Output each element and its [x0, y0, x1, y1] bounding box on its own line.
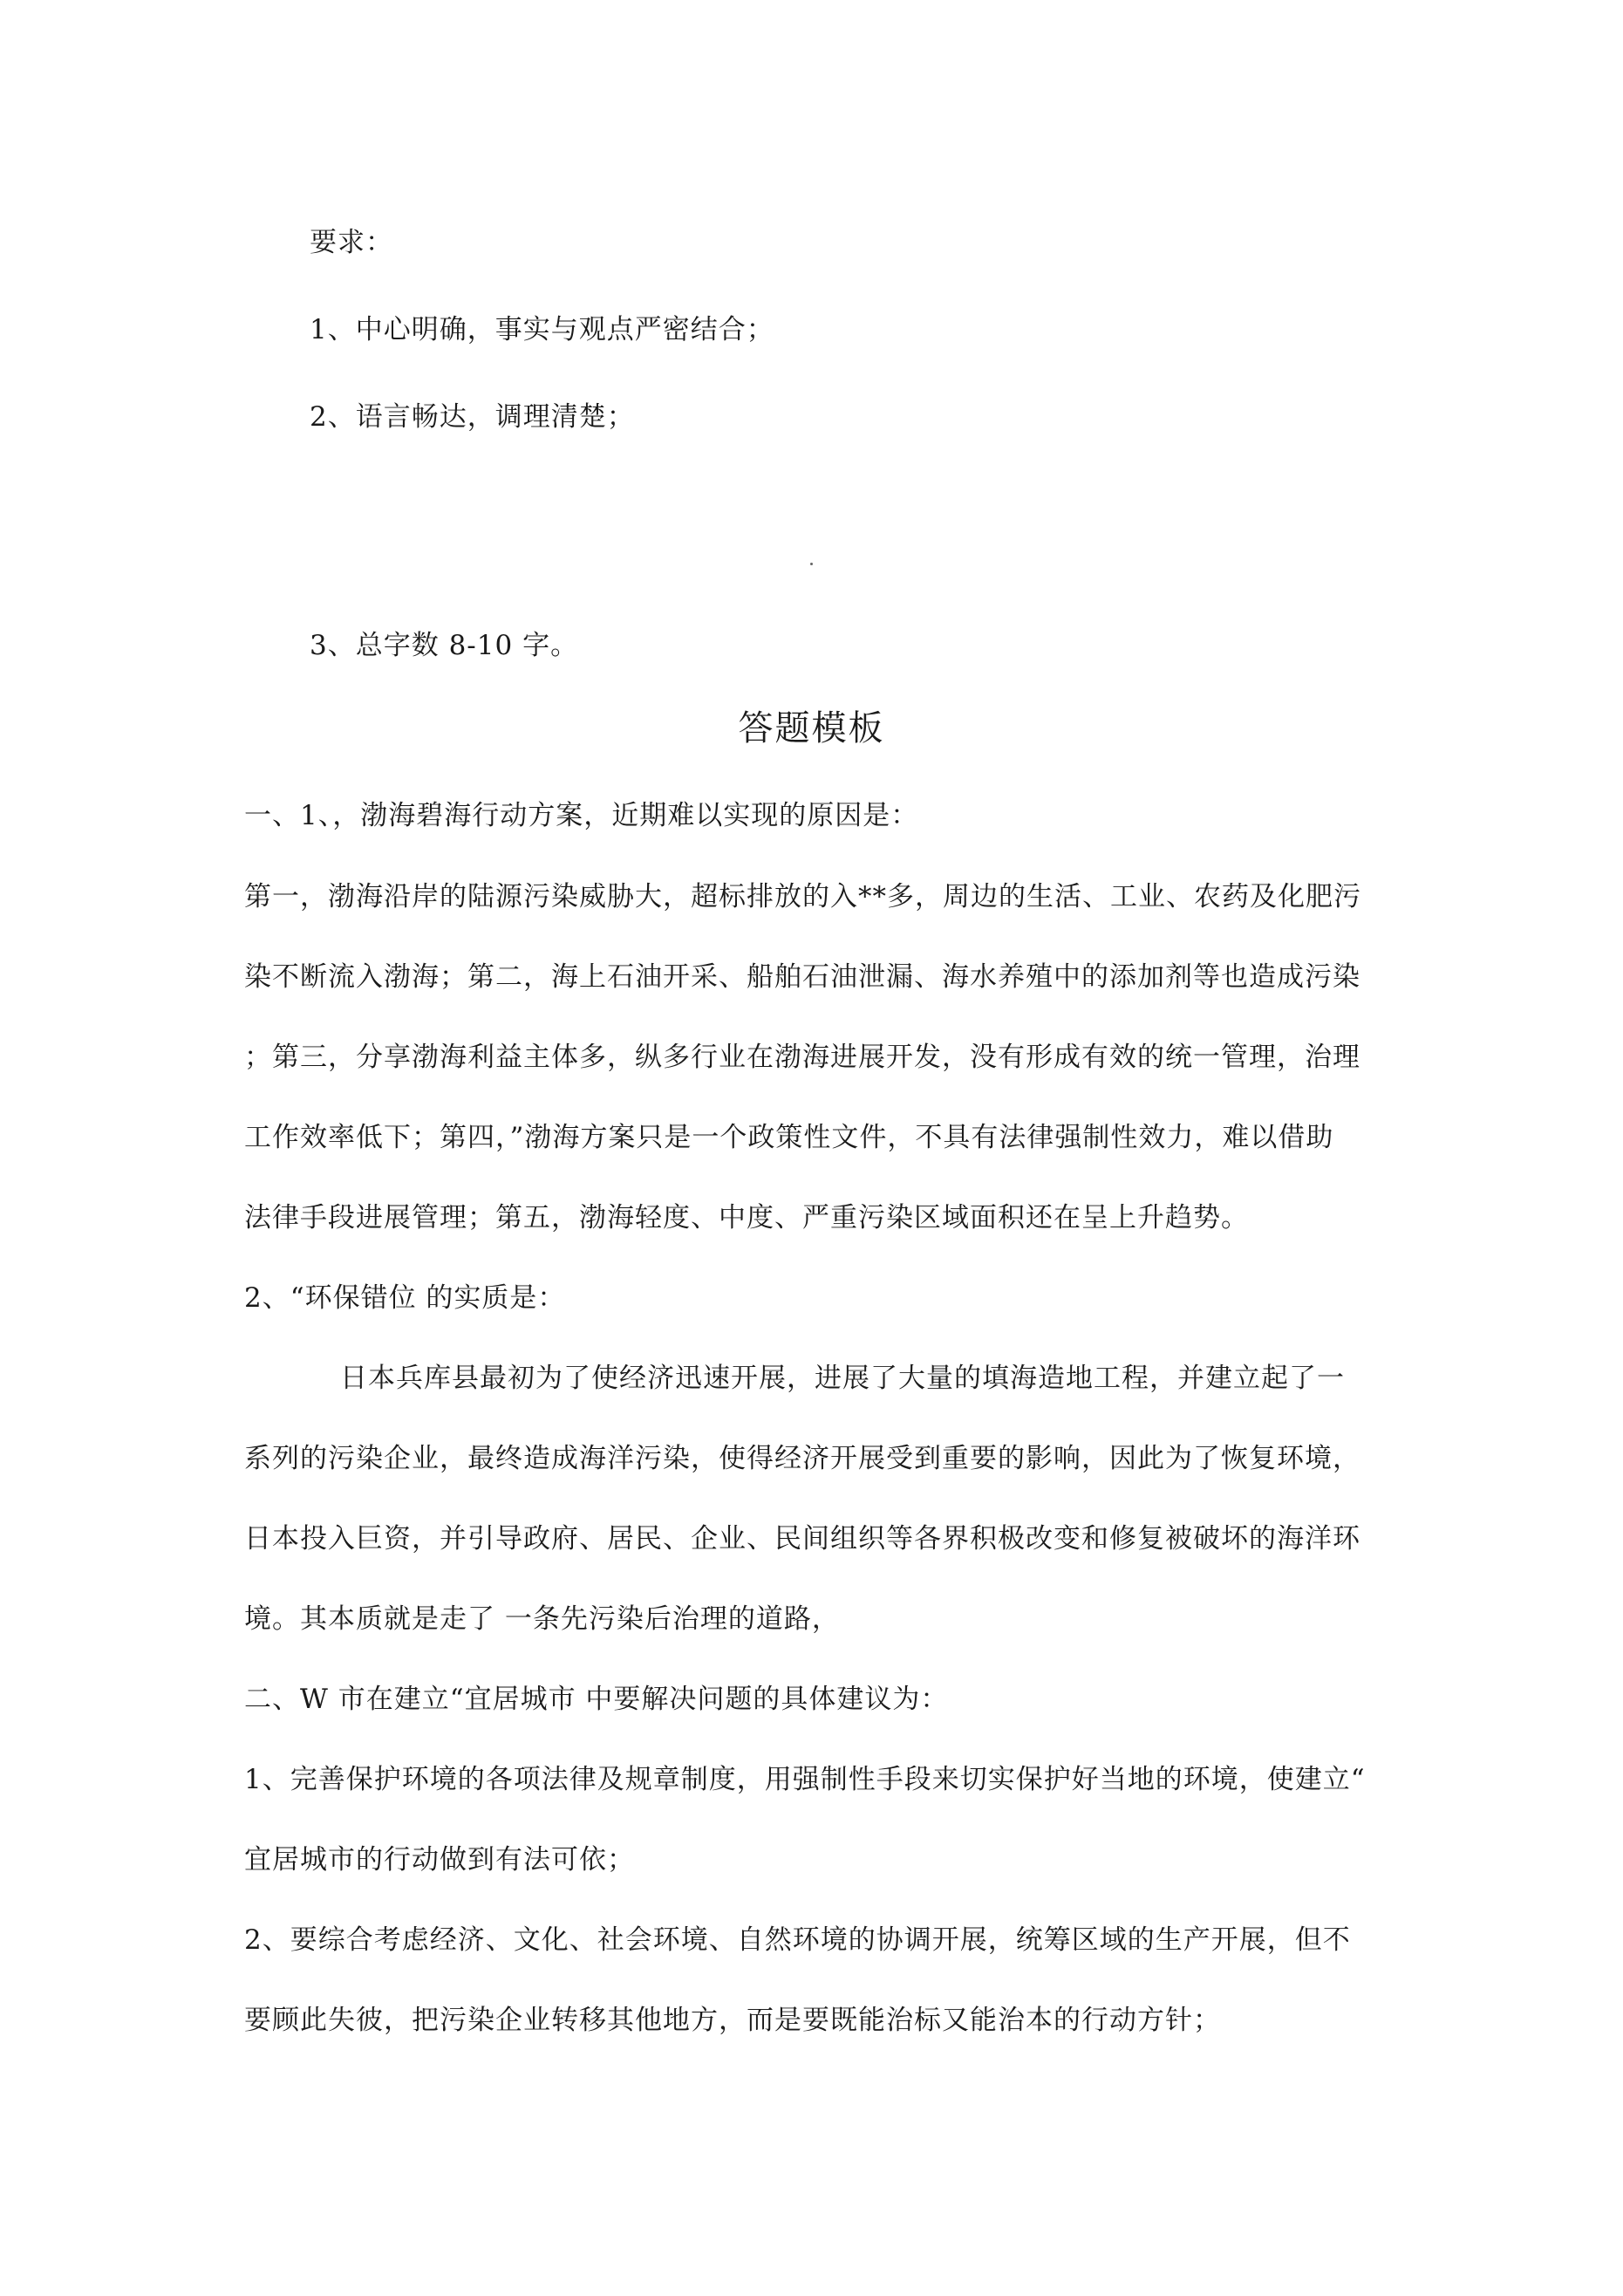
requirements-heading: 要求： — [310, 227, 393, 258]
template-title: 答题模板 — [738, 708, 885, 748]
section2-line-2: 宜居城市的行动做到有法可依； — [244, 1844, 635, 1876]
section2-line-4: 要顾此失彼，把污染企业转移其他地方，而是要既能治标又能治本的行动方针； — [244, 2005, 1221, 2036]
section1-q2-line-4: 境。其本质就是走了 一条先污染后治理的道路， — [244, 1603, 840, 1635]
section1-q1-line-4: 工作效率低下；第四，”渤海方案只是一个政策性文件，不具有法律强制性效力，难以借助 — [244, 1122, 1334, 1153]
section1-q1-heading: 一、1、，渤海碧海行动方案，近期难以实现的原因是： — [244, 800, 919, 831]
section1-q1-line-1: 第一，渤海沿岸的陆源污染威胁大，超标排放的入**多，周边的生活、工业、农药及化肥污 — [244, 881, 1361, 912]
section1-q2-line-1: 日本兵库县最初为了使经济迅速开展，进展了大量的填海造地工程，并建立起了一 — [340, 1363, 1345, 1394]
section2-line-3: 2、要综合考虑经济、文化、社会环境、自然环境的协调开展，统筹区域的生产开展，但不 — [244, 1924, 1351, 1956]
section1-q2-heading: 2、“环保错位 的实质是： — [244, 1282, 566, 1314]
section2-heading: 二、W 市在建立“宜居城市 中要解决问题的具体建议为： — [244, 1684, 949, 1715]
section1-q1-line-3: ；第三，分享渤海利益主体多，纵多行业在渤海进展开发，没有形成有效的统一管理，治理 — [244, 1042, 1360, 1073]
section1-q2-line-2: 系列的污染企业，最终造成海洋污染，使得经济开展受到重要的影响，因此为了恢复环境， — [244, 1443, 1360, 1474]
section2-line-1: 1、完善保护环境的各项法律及规章制度，用强制性手段来切实保护好当地的环境，使建立“ — [244, 1764, 1366, 1795]
requirement-item-1: 1、中心明确，事实与观点严密结合； — [310, 314, 774, 345]
requirement-item-3: 3、总字数 8-10 字。 — [310, 630, 579, 661]
stray-dot — [810, 563, 813, 565]
section1-q1-line-5: 法律手段进展管理；第五，渤海轻度、中度、严重污染区域面积还在呈上升趋势。 — [244, 1202, 1249, 1233]
requirement-item-2: 2、语言畅达，调理清楚； — [310, 401, 635, 433]
section1-q1-line-2: 染不断流入渤海；第二，海上石油开采、船舶石油泄漏、海水养殖中的添加剂等也造成污染 — [244, 961, 1360, 993]
section1-q2-line-3: 日本投入巨资，并引导政府、居民、企业、民间组织等各界积极改变和修复被破坏的海洋环 — [244, 1523, 1360, 1555]
